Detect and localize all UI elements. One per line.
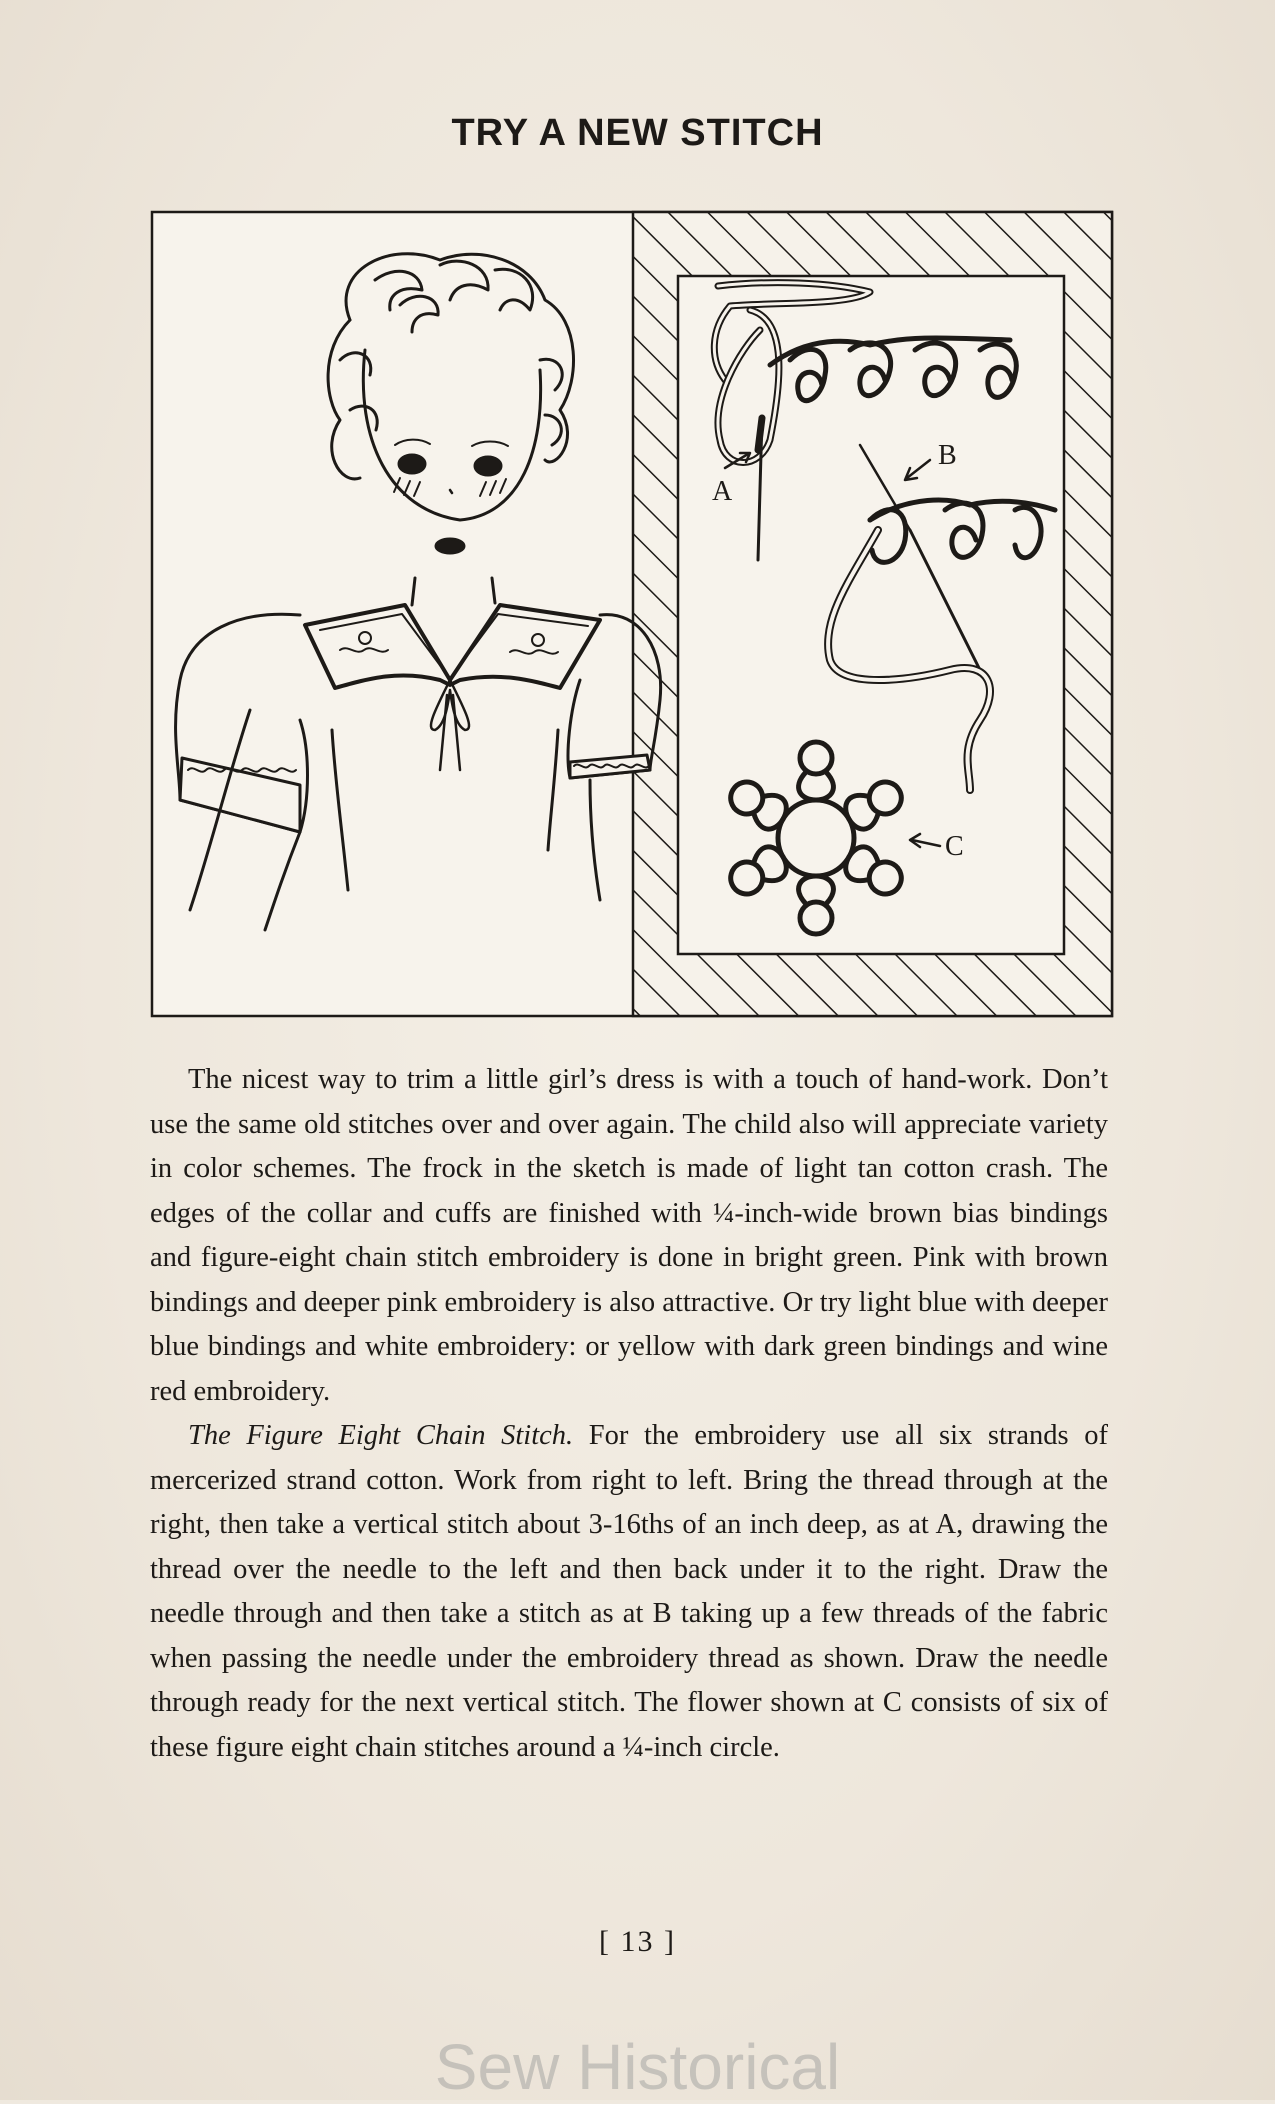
label-b: B — [938, 440, 957, 471]
paragraph-2-text: For the embroidery use all six strands of mercerized strand cotton. Work from right to left. Bring the thread through at the right, then take a vertical stitch about 3-16ths of an inch deep, as at A, drawing the thread over the needle to the left and then back under it to the right. Draw the needle through and then take a stitch as at B taking up a few threads of the fabric when passing the needle under the embroidery thread as shown. Draw the needle through ready for the next vertical stitch. The flower shown at C consists of six of these figure eight chain stitches around a ¼-inch circle. — [150, 1420, 1108, 1763]
illustration-figure — [150, 210, 1114, 1018]
paragraph-2-heading: The Figure Eight Chain Stitch. — [188, 1420, 574, 1451]
label-c: C — [945, 831, 964, 862]
paragraph-2 — [150, 1414, 1108, 1770]
watermark: Sew Historical — [434, 2031, 841, 2103]
paragraph-1: The nicest way to trim a little girl’s dress is with a touch of hand-work. Don’t use the same old stitches over and over again. The child also will appreciate variety in color schemes. The frock in the sketch is made of light tan cotton crash. The edges of the collar and cuffs are finished with ¼-inch-wide brown bias bindings and figure-eight chain stitch embroidery is done in bright green. Pink with brown bindings and deeper pink embroidery is also attractive. Or try light blue with deeper blue bindings and white embroidery: or yellow with dark green bindings and wine red embroidery. — [150, 1064, 1108, 1407]
page-title: TRY A NEW STITCH — [451, 112, 824, 154]
body-text — [150, 1058, 1108, 1770]
label-a: A — [712, 476, 733, 507]
page-number: [ 13 ] — [599, 1925, 676, 1958]
